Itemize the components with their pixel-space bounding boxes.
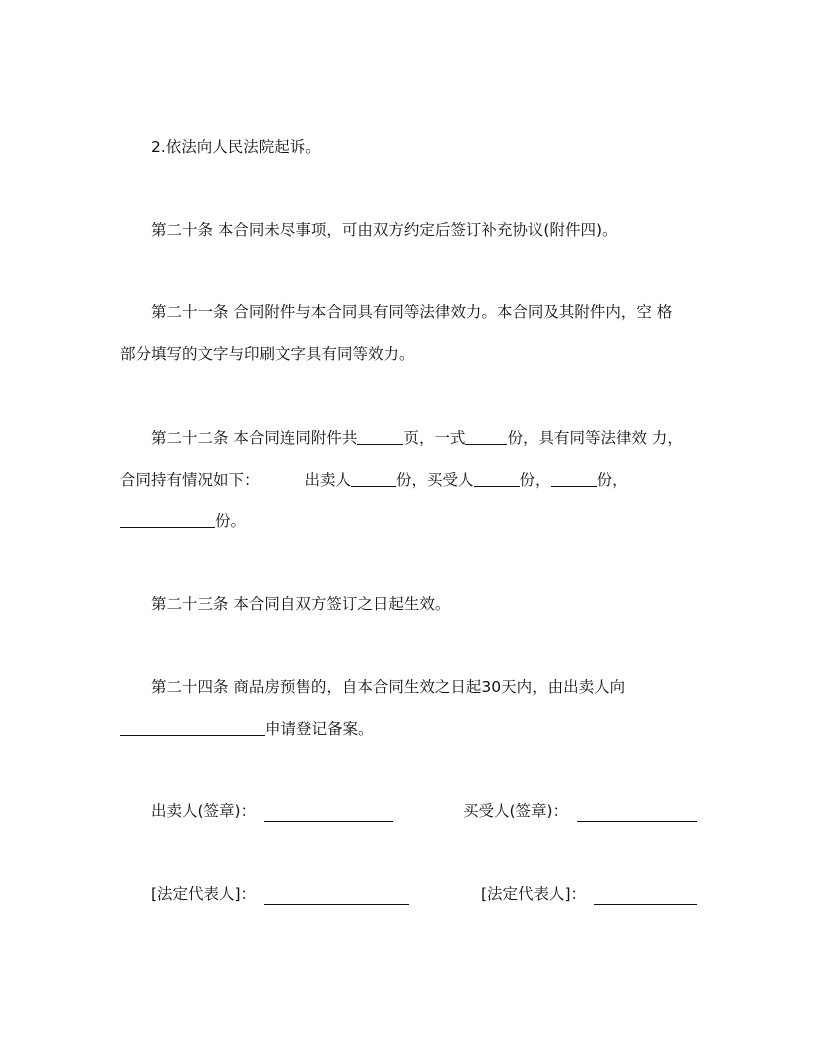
seller-representative-label: [法定代表人]： — [151, 885, 257, 903]
article-22-part-e: 出卖人 — [304, 471, 352, 489]
buyer-signature-line — [577, 821, 697, 822]
registration-authority-blank — [120, 734, 265, 736]
item-2-text: 2.依法向人民法院起诉。 — [151, 138, 321, 156]
article-22-part-a: 第二十二条 本合同连同附件共 — [151, 429, 358, 447]
article-23-text: 第二十三条 本合同自双方签订之日起生效。 — [151, 595, 451, 613]
buyer-representative-line — [594, 904, 697, 905]
article-22-line-3 — [120, 514, 246, 530]
article-20-text: 第二十条 本合同未尽事项，可由双方约定后签订补充协议(附件四)。 — [151, 221, 618, 239]
article-22-part-b: 页，一式 — [403, 429, 466, 447]
seller-representative-line — [264, 904, 409, 905]
article-22-part-h: 份， — [596, 471, 628, 489]
other-party-blank — [551, 485, 597, 487]
seller-copies-blank — [351, 485, 396, 487]
article-22-part-g: 份， — [519, 471, 551, 489]
article-22-line-2 — [120, 473, 628, 489]
article-21-line-2: 部分填写的文字与印刷文字具有同等效力。 — [120, 345, 415, 363]
article-22-line-1 — [151, 431, 683, 447]
buyer-representative-label: [法定代表人]： — [481, 885, 587, 903]
pages-blank — [357, 443, 403, 445]
copies-blank — [465, 443, 507, 445]
article-24-part-b: 申请登记备案。 — [265, 720, 374, 738]
article-22-part-i: 份。 — [215, 512, 247, 530]
article-24-line-1: 第二十四条 商品房预售的，自本合同生效之日起30天内，由出卖人向 — [151, 678, 626, 696]
article-22-part-d: 合同持有情况如下： — [120, 471, 260, 489]
buyer-copies-blank — [474, 485, 520, 487]
seller-signature-line — [264, 821, 393, 822]
seller-signature-label: 出卖人(签章)： — [151, 802, 257, 820]
article-22-part-f: 份，买受人 — [396, 471, 474, 489]
article-21-line-1: 第二十一条 合同附件与本合同具有同等法律效力。本合同及其附件内，空 格 — [151, 303, 673, 321]
article-22-part-c: 份，具有同等法律效 力， — [507, 429, 683, 447]
buyer-signature-label: 买受人(签章)： — [463, 802, 569, 820]
holder-copies-blank — [120, 526, 215, 528]
article-24-line-2 — [120, 722, 374, 738]
